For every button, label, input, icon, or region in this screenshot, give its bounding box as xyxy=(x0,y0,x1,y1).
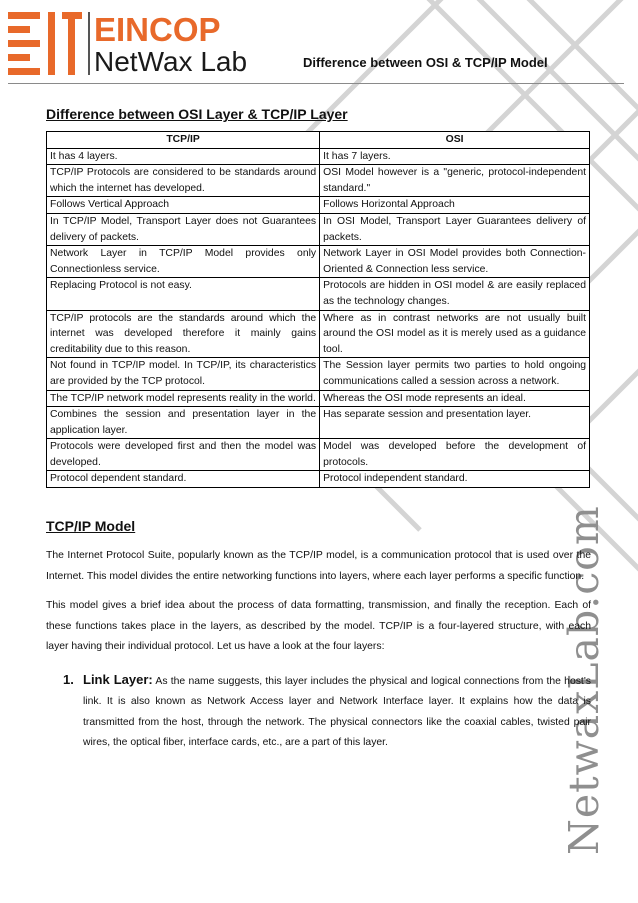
table-row xyxy=(47,197,590,214)
tcpip-model-heading: TCP/IP Model xyxy=(46,518,136,535)
table-row xyxy=(47,246,590,278)
tcpip-cell: Follows Vertical Approach xyxy=(47,197,320,214)
list-item-term: Link Layer: xyxy=(83,671,153,687)
table-row xyxy=(47,407,590,439)
osi-cell: Model was developed before the development of protocols. xyxy=(320,439,590,471)
osi-cell: Has separate session and presentation layer. xyxy=(320,407,590,439)
osi-cell: Whereas the OSI mode represents an ideal. xyxy=(320,390,590,407)
osi-cell: Protocols are hidden in OSI model & are easily replaced as the technology changes. xyxy=(320,278,590,310)
table-row xyxy=(47,310,590,358)
osi-cell: Follows Horizontal Approach xyxy=(320,197,590,214)
osi-cell: Where as in contrast networks are not usually built around the OSI model as it is merely used as a guidance tool. xyxy=(320,310,590,358)
table-row xyxy=(47,471,590,488)
header-title: Difference between OSI & TCP/IP Model xyxy=(303,55,548,70)
table-row xyxy=(47,278,590,310)
eincop-logo xyxy=(8,8,268,78)
netwaxlab-watermark: NetwaxLab.com xyxy=(560,505,608,855)
tcpip-cell: Replacing Protocol is not easy. xyxy=(47,278,320,310)
table-row xyxy=(47,390,590,407)
table-row xyxy=(47,439,590,471)
comparison-heading: Difference between OSI Layer & TCP/IP Layer xyxy=(46,106,348,122)
list-item xyxy=(46,670,591,754)
table-header-row xyxy=(47,132,590,149)
intro-paragraph: The Internet Protocol Suite, popularly known as the TCP/IP model, is a communication protocol that is used over the Internet. This model divides the entire networking functions into layers, where each layer performs a specific function. xyxy=(46,550,591,582)
tcpip-cell: TCP/IP Protocols are considered to be standards around which the internet has developed. xyxy=(47,165,320,197)
comparison-table xyxy=(46,131,590,488)
logo-line1: EINCOP xyxy=(94,11,221,48)
list-item-text: As the name suggests, this layer includes the physical and logical connections from the host's link. It is also known as Network Access layer and Network Interface layer. It explains how the data is transmitted from the host, through the network. The physical connectors like the coaxial cables, twisted pair wires, the optical fiber, interface cards, etc., are a part of this layer. xyxy=(83,675,591,749)
tcpip-cell: In TCP/IP Model, Transport Layer does not Guarantees delivery of packets. xyxy=(47,213,320,245)
document-body xyxy=(46,106,591,754)
osi-cell: In OSI Model, Transport Layer Guarantees delivery of packets. xyxy=(320,213,590,245)
tcpip-cell: Combines the session and presentation layer in the application layer. xyxy=(47,407,320,439)
tcpip-cell: Protocol dependent standard. xyxy=(47,471,320,488)
table-row xyxy=(47,358,590,390)
tcpip-cell: Not found in TCP/IP model. In TCP/IP, its characteristics are provided by the TCP protocol. xyxy=(47,358,320,390)
osi-cell: Network Layer in OSI Model provides both Connection-Oriented & Connection less service. xyxy=(320,246,590,278)
table-row xyxy=(47,213,590,245)
osi-cell: The Session layer permits two parties to hold ongoing communications called a session across a network. xyxy=(320,358,590,390)
tcpip-cell: It has 4 layers. xyxy=(47,148,320,165)
table-row xyxy=(47,148,590,165)
layers-paragraph: This model gives a brief idea about the process of data formatting, transmission, and finally the reception. Each of these functions takes place in the layers, as described by the model. TCP/IP is a four-layered structure, with each layer having their individual protocol. Let us have a look at the four layers: xyxy=(46,600,591,653)
tcpip-cell: TCP/IP protocols are the standards around which the internet was developed therefore it mainly gains creditability due to this reason. xyxy=(47,310,320,358)
table-row xyxy=(47,165,590,197)
tcpip-cell: The TCP/IP network model represents reality in the world. xyxy=(47,390,320,407)
column-header-osi: OSI xyxy=(320,132,590,149)
logo-mark xyxy=(8,12,82,75)
logo-line2: NetWax Lab xyxy=(94,46,248,77)
tcpip-cell: Protocols were developed first and then the model was developed. xyxy=(47,439,320,471)
list-item-number: 1. xyxy=(63,671,74,687)
osi-cell: It has 7 layers. xyxy=(320,148,590,165)
osi-cell: Protocol independent standard. xyxy=(320,471,590,488)
tcpip-cell: Network Layer in TCP/IP Model provides only Connectionless service. xyxy=(47,246,320,278)
osi-cell: OSI Model however is a "generic, protocol-independent standard." xyxy=(320,165,590,197)
header-divider xyxy=(8,83,624,84)
column-header-tcpip: TCP/IP xyxy=(47,132,320,149)
